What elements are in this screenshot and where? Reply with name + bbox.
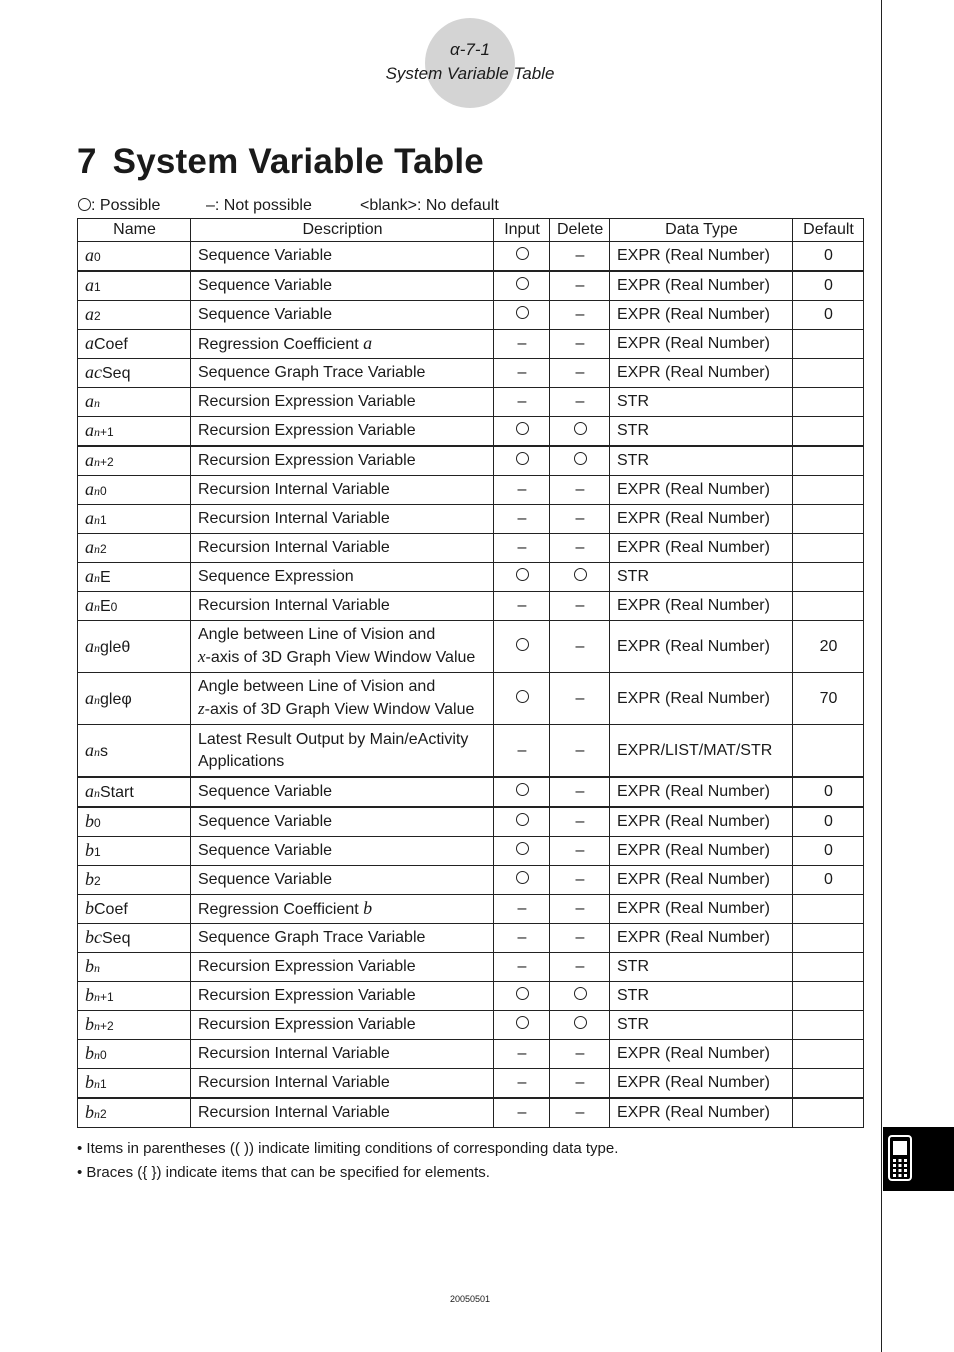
cell-delete: – xyxy=(550,725,610,778)
table-row xyxy=(78,563,864,592)
table-row xyxy=(78,953,864,982)
cell-data-type: EXPR (Real Number) xyxy=(610,242,793,272)
circle-icon xyxy=(516,813,529,826)
cell-delete: – xyxy=(550,534,610,563)
table-row xyxy=(78,621,864,673)
table-row xyxy=(78,895,864,924)
cell-input xyxy=(494,1011,550,1040)
cell-description: Recursion Expression Variable xyxy=(191,953,494,982)
circle-icon xyxy=(516,987,529,1000)
legend xyxy=(78,197,499,215)
cell-data-type: EXPR (Real Number) xyxy=(610,866,793,895)
cell-default xyxy=(793,725,864,778)
cell-name: bcSeq xyxy=(78,924,191,953)
table-row xyxy=(78,592,864,621)
cell-default xyxy=(793,1040,864,1069)
cell-description: Recursion Internal Variable xyxy=(191,1040,494,1069)
cell-description: Recursion Expression Variable xyxy=(191,388,494,417)
cell-default: 0 xyxy=(793,866,864,895)
cell-input: – xyxy=(494,388,550,417)
table-row xyxy=(78,866,864,895)
cell-default xyxy=(793,330,864,359)
cell-delete: – xyxy=(550,592,610,621)
cell-data-type: EXPR (Real Number) xyxy=(610,505,793,534)
cell-default xyxy=(793,924,864,953)
cell-input xyxy=(494,807,550,837)
cell-name: ans xyxy=(78,725,191,778)
cell-delete: – xyxy=(550,895,610,924)
variable-table xyxy=(77,218,864,1128)
cell-description xyxy=(191,673,494,725)
cell-default xyxy=(793,505,864,534)
table-row xyxy=(78,1011,864,1040)
cell-input: – xyxy=(494,1098,550,1128)
cell-data-type: EXPR/LIST/MAT/STR xyxy=(610,725,793,778)
cell-description: Sequence Variable xyxy=(191,866,494,895)
circle-icon xyxy=(516,452,529,465)
legend-not-possible: –: Not possible xyxy=(206,197,312,214)
table-row xyxy=(78,301,864,330)
cell-description: Sequence Variable xyxy=(191,301,494,330)
cell-data-type: EXPR (Real Number) xyxy=(610,1040,793,1069)
col-header-name: Name xyxy=(78,219,191,242)
cell-default xyxy=(793,476,864,505)
description-line: x-axis of 3D Graph View Window Value xyxy=(198,647,476,666)
cell-description: Sequence Variable xyxy=(191,837,494,866)
cell-input: – xyxy=(494,1069,550,1099)
cell-description: Recursion Internal Variable xyxy=(191,1098,494,1128)
cell-name: an0 xyxy=(78,476,191,505)
cell-delete: – xyxy=(550,271,610,301)
cell-name: bn+2 xyxy=(78,1011,191,1040)
cell-data-type: EXPR (Real Number) xyxy=(610,330,793,359)
cell-default: 0 xyxy=(793,301,864,330)
col-header-data-type: Data Type xyxy=(610,219,793,242)
circle-icon xyxy=(516,871,529,884)
cell-default: 0 xyxy=(793,777,864,807)
chapter-number: 7 xyxy=(77,142,97,181)
circle-icon xyxy=(78,198,91,211)
cell-description: Sequence Graph Trace Variable xyxy=(191,359,494,388)
col-header-input: Input xyxy=(494,219,550,242)
cell-delete: – xyxy=(550,777,610,807)
circle-icon xyxy=(516,568,529,581)
table-row xyxy=(78,359,864,388)
cell-default xyxy=(793,388,864,417)
table-header-row xyxy=(78,219,864,242)
cell-description: Recursion Expression Variable xyxy=(191,1011,494,1040)
cell-delete xyxy=(550,563,610,592)
cell-delete xyxy=(550,446,610,476)
cell-delete: – xyxy=(550,1098,610,1128)
cell-delete: – xyxy=(550,807,610,837)
cell-data-type: STR xyxy=(610,953,793,982)
circle-icon xyxy=(574,568,587,581)
cell-name: bn+1 xyxy=(78,982,191,1011)
cell-description: Regression Coefficient b xyxy=(191,895,494,924)
circle-icon xyxy=(574,1016,587,1029)
cell-delete: – xyxy=(550,673,610,725)
cell-name: acSeq xyxy=(78,359,191,388)
circle-icon xyxy=(516,638,529,651)
cell-data-type: EXPR (Real Number) xyxy=(610,837,793,866)
cell-default: 0 xyxy=(793,837,864,866)
table-row xyxy=(78,446,864,476)
cell-delete: – xyxy=(550,924,610,953)
cell-name: b2 xyxy=(78,866,191,895)
cell-data-type: EXPR (Real Number) xyxy=(610,621,793,673)
footer-code: 20050501 xyxy=(449,1294,491,1304)
cell-input xyxy=(494,242,550,272)
cell-description: Recursion Expression Variable xyxy=(191,417,494,447)
circle-icon xyxy=(516,306,529,319)
cell-name: aCoef xyxy=(78,330,191,359)
table-row xyxy=(78,476,864,505)
cell-default: 20 xyxy=(793,621,864,673)
notes xyxy=(77,1137,618,1185)
cell-name: a2 xyxy=(78,301,191,330)
description-line: Angle between Line of Vision and xyxy=(198,678,436,695)
cell-default: 0 xyxy=(793,807,864,837)
table-row xyxy=(78,725,864,778)
cell-delete: – xyxy=(550,1069,610,1099)
cell-delete: – xyxy=(550,621,610,673)
cell-description xyxy=(191,621,494,673)
cell-input: – xyxy=(494,895,550,924)
cell-data-type: STR xyxy=(610,563,793,592)
cell-default xyxy=(793,359,864,388)
table-row xyxy=(78,330,864,359)
cell-name: a0 xyxy=(78,242,191,272)
col-header-description: Description xyxy=(191,219,494,242)
cell-name: b0 xyxy=(78,807,191,837)
cell-data-type: STR xyxy=(610,1011,793,1040)
table-row xyxy=(78,417,864,447)
cell-name: b1 xyxy=(78,837,191,866)
circle-icon xyxy=(516,690,529,703)
cell-delete: – xyxy=(550,837,610,866)
cell-input: – xyxy=(494,534,550,563)
cell-description: Recursion Internal Variable xyxy=(191,476,494,505)
table-row xyxy=(78,1098,864,1128)
table-row xyxy=(78,1040,864,1069)
note-item: • Braces ({ }) indicate items that can be specified for elements. xyxy=(77,1164,490,1181)
cell-delete: – xyxy=(550,330,610,359)
cell-description: Recursion Expression Variable xyxy=(191,446,494,476)
cell-default xyxy=(793,534,864,563)
col-header-delete: Delete xyxy=(550,219,610,242)
cell-delete: – xyxy=(550,242,610,272)
cell-data-type: EXPR (Real Number) xyxy=(610,1069,793,1099)
circle-icon xyxy=(516,247,529,260)
cell-default xyxy=(793,895,864,924)
page-subtitle: System Variable Table xyxy=(385,64,555,83)
cell-default xyxy=(793,446,864,476)
cell-delete xyxy=(550,417,610,447)
table-row xyxy=(78,924,864,953)
cell-data-type: STR xyxy=(610,388,793,417)
cell-input xyxy=(494,271,550,301)
cell-default xyxy=(793,417,864,447)
cell-default xyxy=(793,953,864,982)
cell-description: Recursion Internal Variable xyxy=(191,592,494,621)
cell-description: Sequence Variable xyxy=(191,777,494,807)
cell-input xyxy=(494,417,550,447)
description-line: Angle between Line of Vision and xyxy=(198,626,436,643)
cell-name: an1 xyxy=(78,505,191,534)
cell-data-type: STR xyxy=(610,982,793,1011)
col-header-default: Default xyxy=(793,219,864,242)
cell-description: Sequence Variable xyxy=(191,242,494,272)
cell-name: bCoef xyxy=(78,895,191,924)
table-row xyxy=(78,837,864,866)
header-badge xyxy=(425,18,515,108)
table-row xyxy=(78,534,864,563)
cell-data-type: EXPR (Real Number) xyxy=(610,895,793,924)
circle-icon xyxy=(574,987,587,1000)
cell-data-type: STR xyxy=(610,446,793,476)
cell-description: Recursion Internal Variable xyxy=(191,534,494,563)
cell-name: angleφ xyxy=(78,673,191,725)
cell-default xyxy=(793,592,864,621)
legend-no-default: <blank>: No default xyxy=(360,197,499,214)
note-text: Braces ({ }) indicate items that can be specified for elements. xyxy=(86,1164,490,1181)
cell-delete: – xyxy=(550,359,610,388)
cell-input xyxy=(494,777,550,807)
cell-description: Recursion Internal Variable xyxy=(191,505,494,534)
table-row xyxy=(78,1069,864,1099)
cell-name: anE0 xyxy=(78,592,191,621)
table-row xyxy=(78,673,864,725)
cell-data-type: STR xyxy=(610,417,793,447)
cell-delete: – xyxy=(550,866,610,895)
cell-data-type: EXPR (Real Number) xyxy=(610,476,793,505)
cell-name: bn1 xyxy=(78,1069,191,1099)
cell-default: 0 xyxy=(793,242,864,272)
cell-description xyxy=(191,725,494,778)
cell-default: 70 xyxy=(793,673,864,725)
calculator-icon xyxy=(887,1135,913,1181)
cell-name: bn xyxy=(78,953,191,982)
cell-input: – xyxy=(494,725,550,778)
cell-description: Recursion Expression Variable xyxy=(191,982,494,1011)
circle-icon xyxy=(516,1016,529,1029)
cell-delete: – xyxy=(550,953,610,982)
cell-input: – xyxy=(494,505,550,534)
cell-name: bn0 xyxy=(78,1040,191,1069)
cell-default xyxy=(793,1011,864,1040)
circle-icon xyxy=(516,842,529,855)
cell-input: – xyxy=(494,1040,550,1069)
cell-delete xyxy=(550,982,610,1011)
cell-description: Regression Coefficient a xyxy=(191,330,494,359)
circle-icon xyxy=(516,422,529,435)
circle-icon xyxy=(574,452,587,465)
cell-default xyxy=(793,563,864,592)
cell-data-type: EXPR (Real Number) xyxy=(610,359,793,388)
circle-icon xyxy=(516,783,529,796)
note-text: Items in parentheses (( )) indicate limiting conditions of corresponding data type. xyxy=(86,1140,619,1157)
cell-name: an+2 xyxy=(78,446,191,476)
table-row xyxy=(78,982,864,1011)
chapter-tab xyxy=(883,1127,954,1191)
cell-name: angleθ xyxy=(78,621,191,673)
description-line: Applications xyxy=(198,752,285,770)
cell-data-type: EXPR (Real Number) xyxy=(610,777,793,807)
cell-data-type: EXPR (Real Number) xyxy=(610,807,793,837)
cell-default xyxy=(793,1069,864,1099)
cell-name: an+1 xyxy=(78,417,191,447)
cell-input: – xyxy=(494,953,550,982)
circle-icon xyxy=(574,422,587,435)
cell-default xyxy=(793,982,864,1011)
cell-description: Sequence Variable xyxy=(191,807,494,837)
cell-input: – xyxy=(494,476,550,505)
cell-input xyxy=(494,982,550,1011)
cell-data-type: EXPR (Real Number) xyxy=(610,271,793,301)
cell-name: anStart xyxy=(78,777,191,807)
table-row xyxy=(78,807,864,837)
cell-input: – xyxy=(494,330,550,359)
cell-data-type: EXPR (Real Number) xyxy=(610,301,793,330)
circle-icon xyxy=(516,277,529,290)
cell-input xyxy=(494,866,550,895)
description-line: Latest Result Output by Main/eActivity xyxy=(198,730,469,748)
cell-data-type: EXPR (Real Number) xyxy=(610,592,793,621)
cell-input xyxy=(494,301,550,330)
cell-name: a1 xyxy=(78,271,191,301)
cell-input xyxy=(494,563,550,592)
cell-name: an2 xyxy=(78,534,191,563)
margin-rule xyxy=(881,0,882,1352)
legend-possible-label: : Possible xyxy=(91,197,161,214)
cell-description: Sequence Variable xyxy=(191,271,494,301)
cell-delete xyxy=(550,1011,610,1040)
cell-description: Recursion Internal Variable xyxy=(191,1069,494,1099)
description-line: z-axis of 3D Graph View Window Value xyxy=(198,699,475,718)
table-row xyxy=(78,242,864,272)
cell-name: an xyxy=(78,388,191,417)
note-item: • Items in parentheses (( )) indicate limiting conditions of corresponding data type. xyxy=(77,1140,619,1157)
cell-input: – xyxy=(494,359,550,388)
cell-input xyxy=(494,673,550,725)
cell-input xyxy=(494,446,550,476)
cell-description: Sequence Graph Trace Variable xyxy=(191,924,494,953)
cell-input xyxy=(494,837,550,866)
cell-name: bn2 xyxy=(78,1098,191,1128)
table-row xyxy=(78,777,864,807)
table-row xyxy=(78,388,864,417)
cell-description: Sequence Expression xyxy=(191,563,494,592)
cell-data-type: EXPR (Real Number) xyxy=(610,924,793,953)
cell-input: – xyxy=(494,924,550,953)
table-row xyxy=(78,271,864,301)
cell-data-type: EXPR (Real Number) xyxy=(610,1098,793,1128)
chapter-title: System Variable Table xyxy=(112,142,484,181)
page-code: α-7-1 xyxy=(450,40,490,59)
cell-name: anE xyxy=(78,563,191,592)
cell-delete: – xyxy=(550,1040,610,1069)
cell-delete: – xyxy=(550,301,610,330)
cell-delete: – xyxy=(550,388,610,417)
cell-default xyxy=(793,1098,864,1128)
cell-data-type: EXPR (Real Number) xyxy=(610,673,793,725)
page-title xyxy=(77,142,484,182)
legend-possible xyxy=(78,197,206,215)
cell-delete: – xyxy=(550,505,610,534)
cell-data-type: EXPR (Real Number) xyxy=(610,534,793,563)
cell-default: 0 xyxy=(793,271,864,301)
cell-delete: – xyxy=(550,476,610,505)
cell-input xyxy=(494,621,550,673)
cell-input: – xyxy=(494,592,550,621)
table-row xyxy=(78,505,864,534)
